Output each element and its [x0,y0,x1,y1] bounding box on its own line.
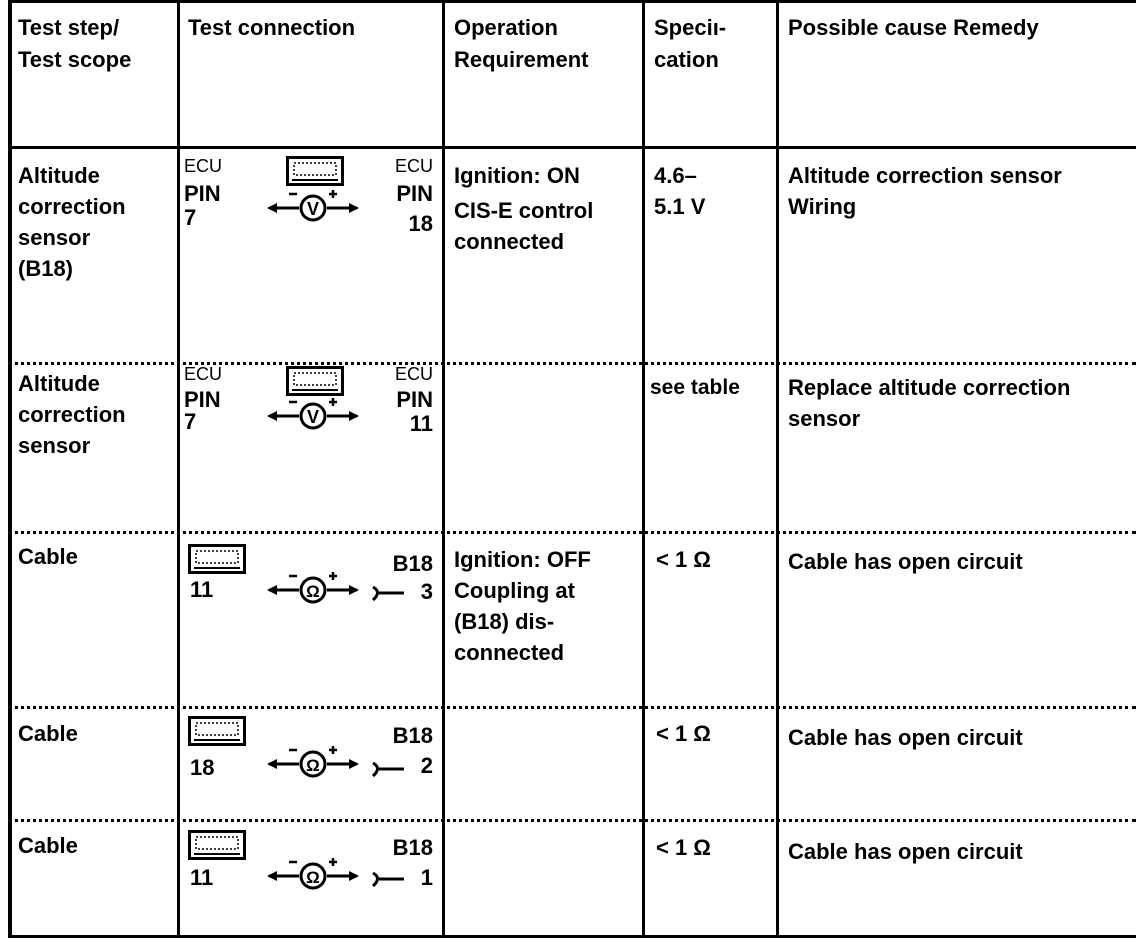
row-2-left-label: ECU [184,364,223,384]
tester-icon [188,716,246,746]
row-3-test-step: Cable [18,544,78,569]
tester-icon [286,366,344,396]
column-divider [177,0,180,938]
table-border-left [8,0,12,938]
tester-icon [286,156,344,186]
row-5-specification: < 1 Ω [656,835,711,860]
row-5-left-pin: 11 [190,865,214,890]
row-2-right-pin: 11 [409,411,433,436]
tester-icon [188,830,246,860]
row-3-operation-b: Coupling at (B18) dis- connected [454,578,575,665]
row-divider [8,362,1136,365]
row-1-operation-a: Ignition: ON [454,163,580,188]
row-5-right-label: B18 [392,835,433,860]
row-1-remedy: Altitude correction sensor Wiring [788,163,1062,219]
row-2-left-pin-word: PIN [184,387,221,412]
row-1-test-step: Altitude correction sensor (B18) [18,163,126,281]
row-4-right-label: B18 [392,723,433,748]
row-1-left-pin: 7 [184,205,197,230]
ohmmeter-icon [265,744,361,778]
row-2-remedy: Replace altitude correction sensor [788,375,1071,431]
ohmmeter-icon [265,570,361,604]
row-5-right-pin: 1 [420,865,433,890]
header-remedy: Possible cause Remedy [788,15,1039,40]
row-1-left-label: ECU [184,156,223,176]
row-4-test-step: Cable [18,721,78,746]
row-divider [8,819,1136,822]
header-test-step: Test step/ Test scope [18,15,132,72]
row-1-right-pin-word: PIN [396,181,433,206]
meter-symbol: Ω [306,582,320,601]
meter-symbol: V [306,199,320,219]
row-divider [8,706,1136,709]
row-5-test-step: Cable [18,833,78,858]
column-divider [776,0,779,938]
column-divider [642,0,645,938]
row-3-left-pin: 11 [190,577,214,602]
row-1-right-label: ECU [394,156,433,176]
row-4-right-pin: 2 [420,753,433,778]
row-5-remedy: Cable has open circuit [788,839,1023,864]
row-1-right-pin: 18 [408,211,433,236]
row-2-right-label: ECU [394,364,433,384]
voltmeter-icon [265,396,361,430]
meter-symbol: V [306,407,320,427]
column-divider [442,0,445,938]
row-divider [8,531,1136,534]
row-2-left-pin: 7 [184,409,197,434]
header-test-connection: Test connection [188,15,356,40]
header-operation: Operation Requirement [454,15,589,72]
row-1-operation-b: CIS-E control connected [454,198,594,254]
row-3-operation-a: Ignition: OFF [454,547,591,572]
row-4-remedy: Cable has open circuit [788,725,1023,750]
meter-symbol: Ω [306,756,320,775]
tester-icon [188,544,246,574]
table-border-top [8,0,1136,3]
row-1-left-pin-word: PIN [184,181,221,206]
row-3-right-pin: 3 [420,579,433,604]
row-3-right-label: B18 [392,551,433,576]
row-4-left-pin: 18 [190,755,215,780]
voltmeter-icon [265,188,361,222]
row-3-specification: < 1 Ω [656,547,711,572]
row-3-remedy: Cable has open circuit [788,549,1023,574]
header-divider [8,146,1136,149]
row-1-specification: 4.6– 5.1 V [654,163,706,219]
ohmmeter-icon [265,856,361,890]
table-border-bottom [8,935,1136,938]
row-2-test-step: Altitude correction sensor [18,371,126,458]
row-2-right-pin-word: PIN [396,387,433,412]
row-4-specification: < 1 Ω [656,721,711,746]
meter-symbol: Ω [306,868,320,887]
header-specification: Speciı- cation [654,15,727,72]
row-2-specification: see table [650,376,740,399]
